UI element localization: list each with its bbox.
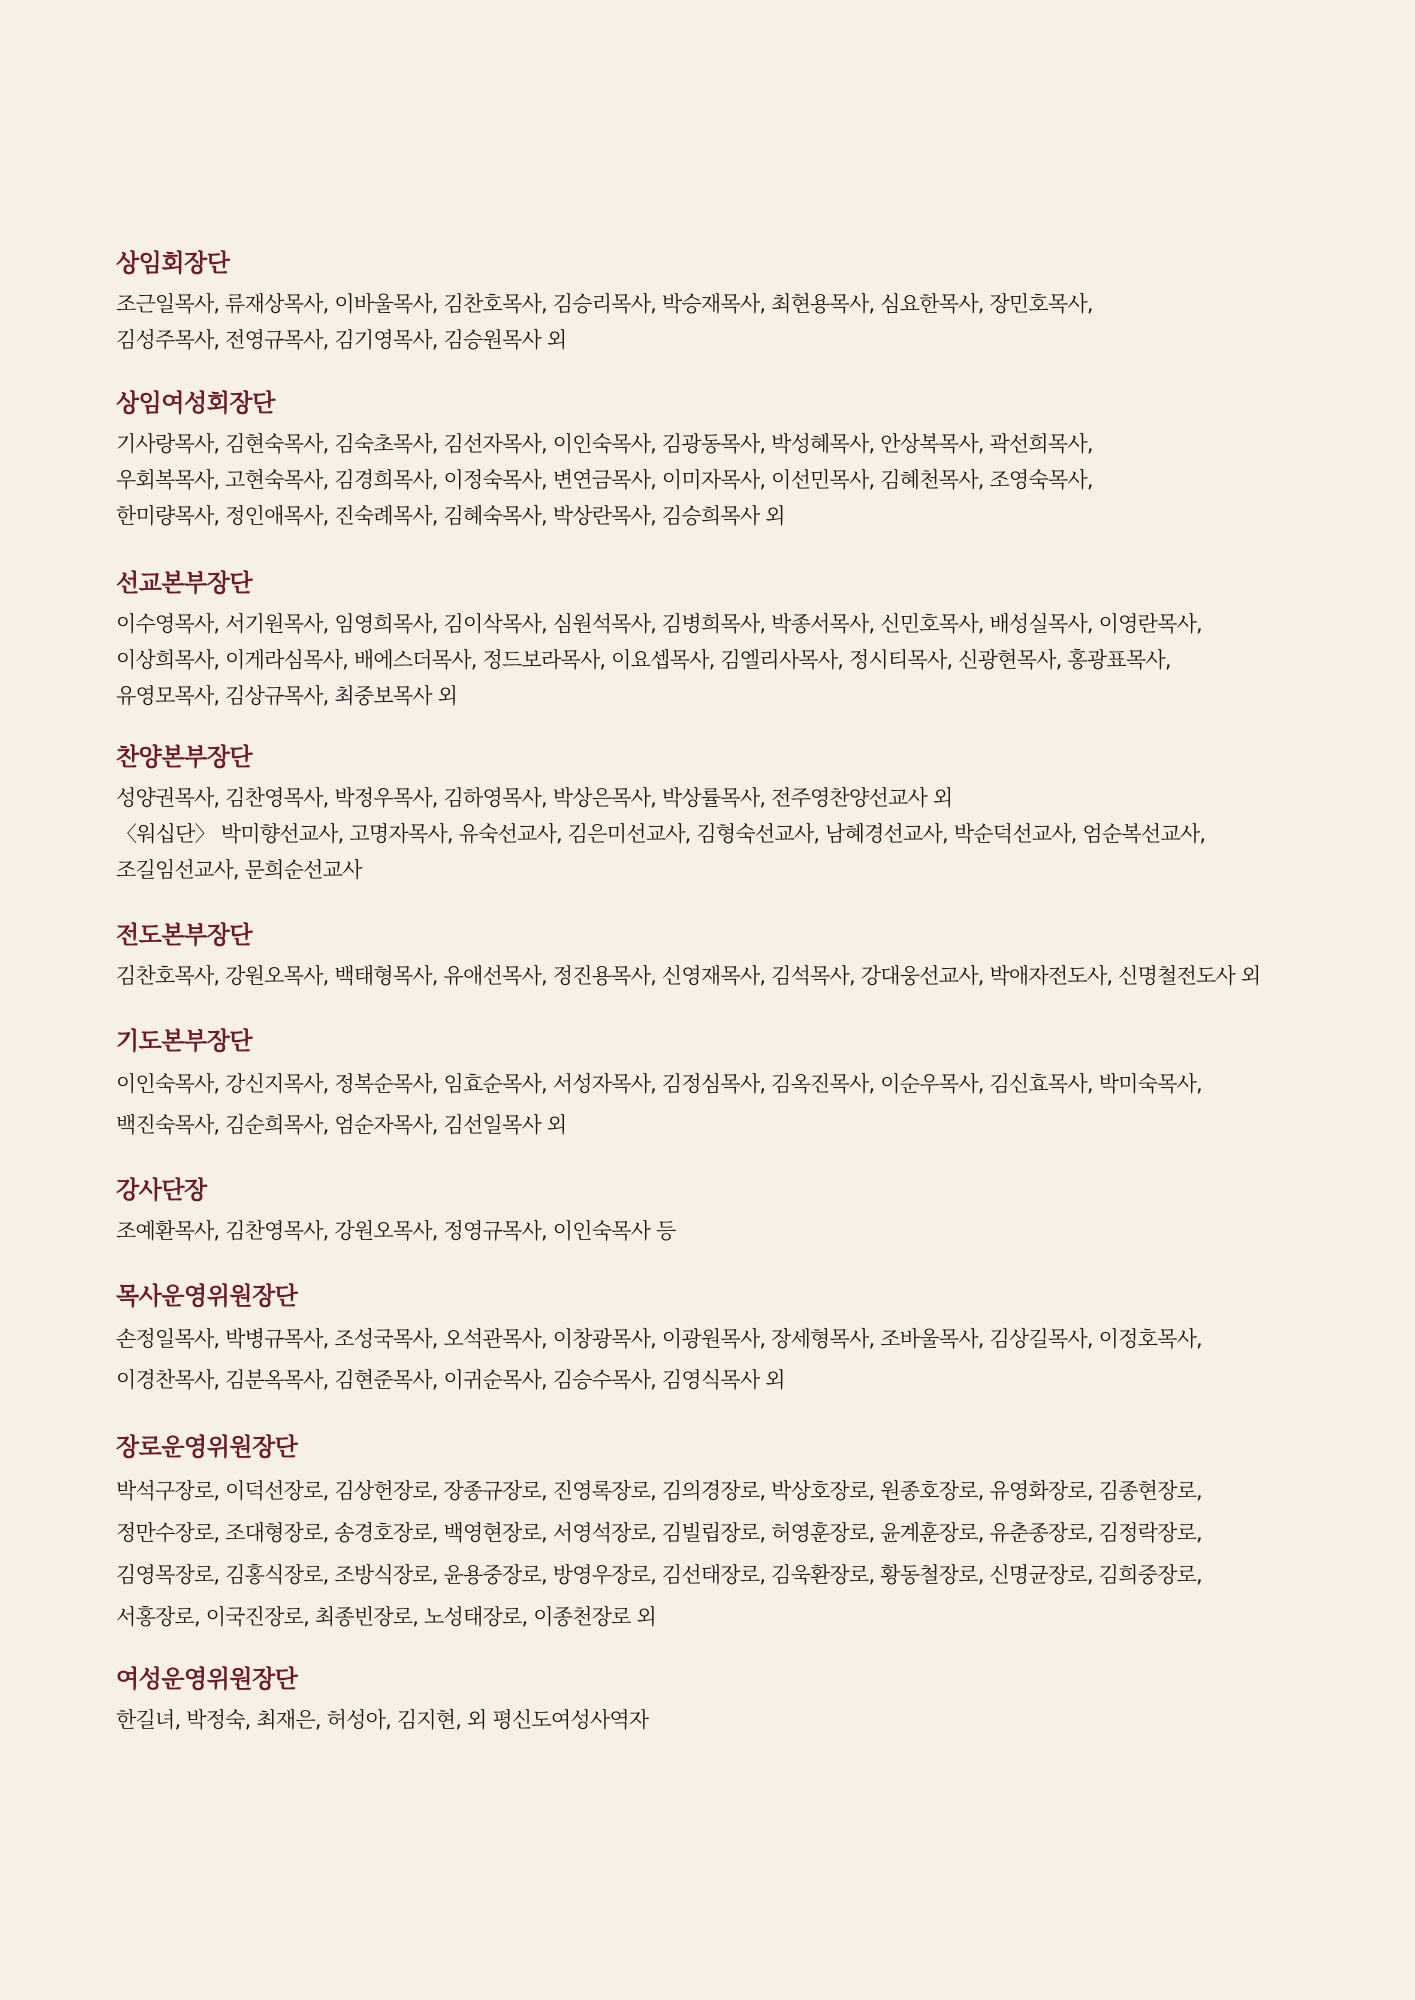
name-list-line: 한길녀, 박정숙, 최재은, 허성아, 김지현, 외 평신도여성사역자: [116, 1708, 649, 1732]
section-pastor-committee: [116, 1279, 1346, 1401]
name-list-line: 〈워십단〉 박미향선교사, 고명자목사, 유숙선교사, 김은미선교사, 김형숙선교사, 남혜경선교사, 박순덕선교사, 엄순복선교사,: [116, 822, 1206, 846]
name-list-line: 우회복목사, 고현숙목사, 김경희목사, 이정숙목사, 변연금목사, 이미자목사, 이선민목사, 김혜천목사, 조영숙목사,: [116, 468, 1093, 492]
name-list-line: 조근일목사, 류재상목사, 이바울목사, 김찬호목사, 김승리목사, 박승재목사, 최현용목사, 심요한목사, 장민호목사,: [116, 292, 1093, 316]
name-list-line: 이인숙목사, 강신지목사, 정복순목사, 임효순목사, 서성자목사, 김정심목사, 김옥진목사, 이순우목사, 김신효목사, 박미숙목사,: [116, 1072, 1202, 1096]
name-list-line: 김영목장로, 김홍식장로, 조방식장로, 윤용중장로, 방영우장로, 김선태장로, 김욱환장로, 황동철장로, 신명균장로, 김희중장로,: [116, 1563, 1202, 1587]
name-list-line: 이수영목사, 서기원목사, 임영희목사, 김이삭목사, 심원석목사, 김병희목사, 박종서목사, 신민호목사, 배성실목사, 이영란목사,: [116, 612, 1202, 636]
name-list-line: 조예환목사, 김찬영목사, 강원오목사, 정영규목사, 이인숙목사 등: [116, 1219, 676, 1243]
name-list-line: 이경찬목사, 김분옥목사, 김현준목사, 이귀순목사, 김승수목사, 김영식목사 외: [116, 1368, 785, 1392]
name-list-line: 김성주목사, 전영규목사, 김기영목사, 김승원목사 외: [116, 328, 567, 352]
name-list-line: 백진숙목사, 김순희목사, 엄순자목사, 김선일목사 외: [116, 1113, 567, 1137]
section-heading: 여성운영위원장단: [116, 1665, 298, 1693]
section-heading: 상임여성회장단: [116, 389, 275, 417]
name-list-line: 박석구장로, 이덕선장로, 김상헌장로, 장종규장로, 진영록장로, 김의경장로, 박상호장로, 원종호장로, 유영화장로, 김종현장로,: [116, 1479, 1202, 1503]
section-sangim-hoejangdan: [116, 246, 1346, 358]
section-heading: 선교본부장단: [116, 569, 253, 597]
name-list-line: 김찬호목사, 강원오목사, 백태형목사, 유애선목사, 정진용목사, 신영재목사, 김석목사, 강대웅선교사, 박애자전도사, 신명철전도사 외: [116, 964, 1261, 988]
section-heading: 상임회장단: [116, 249, 230, 277]
section-heading: 목사운영위원장단: [116, 1282, 298, 1310]
name-list-line: 한미량목사, 정인애목사, 진숙례목사, 김혜숙목사, 박상란목사, 김승희목사 외: [116, 504, 785, 528]
section-women-committee: [116, 1662, 1346, 1738]
name-list-line: 유영모목사, 김상규목사, 최중보목사 외: [116, 684, 458, 708]
name-list-line: 조길임선교사, 문희순선교사: [116, 858, 362, 882]
name-list-line: 정만수장로, 조대형장로, 송경호장로, 백영현장로, 서영석장로, 김빌립장로, 허영훈장로, 윤계훈장로, 유춘종장로, 김정락장로,: [116, 1521, 1202, 1545]
name-list-line: 손정일목사, 박병규목사, 조성국목사, 오석관목사, 이창광목사, 이광원목사, 장세형목사, 조바울목사, 김상길목사, 이정호목사,: [116, 1327, 1202, 1351]
section-elder-committee: [116, 1430, 1346, 1638]
name-list-line: 성양권목사, 김찬영목사, 박정우목사, 김하영목사, 박상은목사, 박상률목사, 전주영찬양선교사 외: [116, 786, 953, 810]
name-list-line: 기사랑목사, 김현숙목사, 김숙초목사, 김선자목사, 이인숙목사, 김광동목사, 박성혜목사, 안상복목사, 곽선희목사,: [116, 432, 1093, 456]
section-evangelism-headquarters: [116, 918, 1346, 994]
section-heading: 전도본부장단: [116, 921, 253, 949]
section-speakers: [116, 1173, 1346, 1249]
name-list-line: 이상희목사, 이게라심목사, 배에스더목사, 정드보라목사, 이요셉목사, 김엘리사목사, 정시티목사, 신광현목사, 홍광표목사,: [116, 648, 1171, 672]
section-heading: 찬양본부장단: [116, 743, 253, 771]
section-prayer-headquarters: [116, 1024, 1346, 1146]
section-heading: 강사단장: [116, 1176, 207, 1204]
section-praise-headquarters: [116, 740, 1346, 888]
section-heading: 기도본부장단: [116, 1027, 253, 1055]
name-list-line: 서홍장로, 이국진장로, 최종빈장로, 노성태장로, 이종천장로 외: [116, 1605, 657, 1629]
section-sangim-yeoseong-hoejangdan: [116, 386, 1346, 534]
section-mission-headquarters: [116, 566, 1346, 714]
section-heading: 장로운영위원장단: [116, 1433, 298, 1461]
